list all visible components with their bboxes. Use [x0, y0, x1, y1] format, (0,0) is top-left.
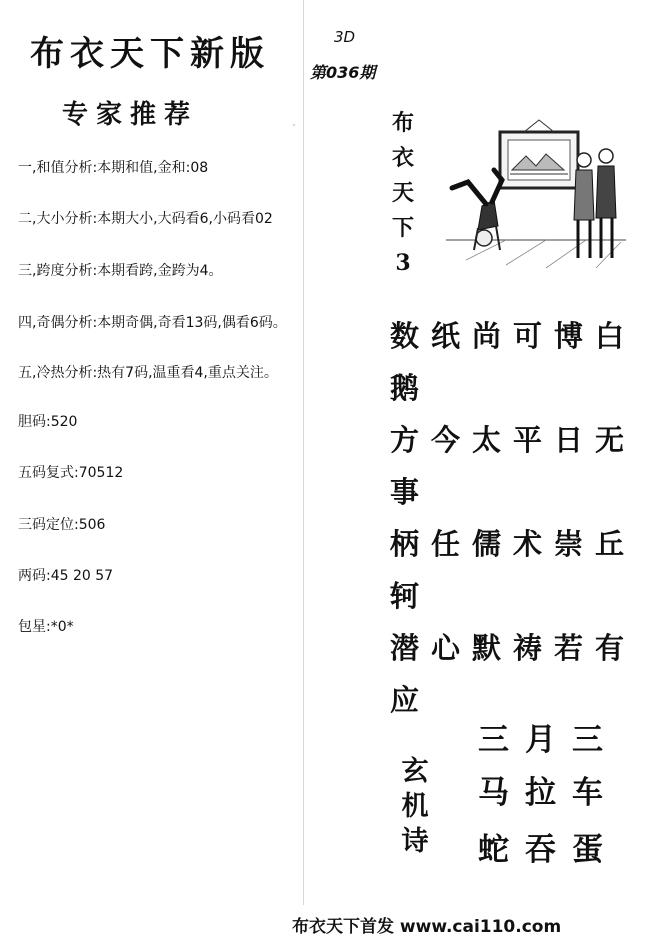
poem-line: 柄任儒术崇丘轲: [390, 527, 637, 613]
side-title-char: 3: [395, 250, 411, 276]
watermark: ·: [286, 120, 302, 130]
xuanji-label-char: 玄: [401, 756, 429, 787]
xuanji-label: [398, 754, 432, 859]
side-title-char: 衣: [391, 145, 414, 171]
analysis-line: 一,和值分析:本期和值,金和:08: [18, 160, 209, 176]
xuanji-line: 三月三: [478, 722, 619, 758]
pick-line-star: 包星:*0*: [18, 619, 74, 635]
analysis-line: 二,大小分析:本期大小,大码看6,小码看02: [18, 211, 273, 227]
side-title-char: 天: [391, 180, 414, 206]
pick-line-five: 五码复式:70512: [18, 465, 124, 481]
footer-text[interactable]: 布衣天下首发 www.cai110.com: [292, 917, 562, 937]
poem-line: 方今太平日无事: [390, 423, 637, 509]
pick-line-position: 三码定位:506: [18, 517, 106, 533]
column-divider: [303, 0, 304, 905]
issue-number: 第036期: [310, 63, 376, 82]
side-title-char: 下: [391, 215, 414, 241]
cartoon-illustration: [446, 110, 626, 270]
xuanji-line: 蛇吞蛋: [478, 832, 619, 868]
poem-line: 数纸尚可博白鹅: [390, 319, 637, 405]
xuanji-label-char: 机: [401, 791, 429, 822]
poem-line: 潜心默祷若有应: [390, 631, 637, 717]
pick-line-dan: 胆码:520: [18, 414, 78, 430]
side-title-char: 布: [391, 110, 414, 136]
analysis-line: 五,冷热分析:热有7码,温重看4,重点关注。: [18, 365, 278, 381]
xuanji-line: 马拉车: [478, 775, 619, 811]
pick-line-two: 两码:45 20 57: [18, 568, 114, 584]
poem-grid: [390, 310, 650, 726]
xuanji-label-char: 诗: [401, 826, 429, 857]
game-label: 3D: [334, 28, 356, 46]
page-title: 布衣天下新版: [30, 34, 270, 74]
expert-subtitle: 专家推荐: [62, 100, 199, 130]
analysis-line: 三,跨度分析:本期看跨,金跨为4。: [18, 263, 223, 279]
side-title: [388, 106, 418, 281]
analysis-line: 四,奇偶分析:本期奇偶,奇看13码,偶看6码。: [18, 315, 287, 331]
footer: [292, 912, 561, 937]
